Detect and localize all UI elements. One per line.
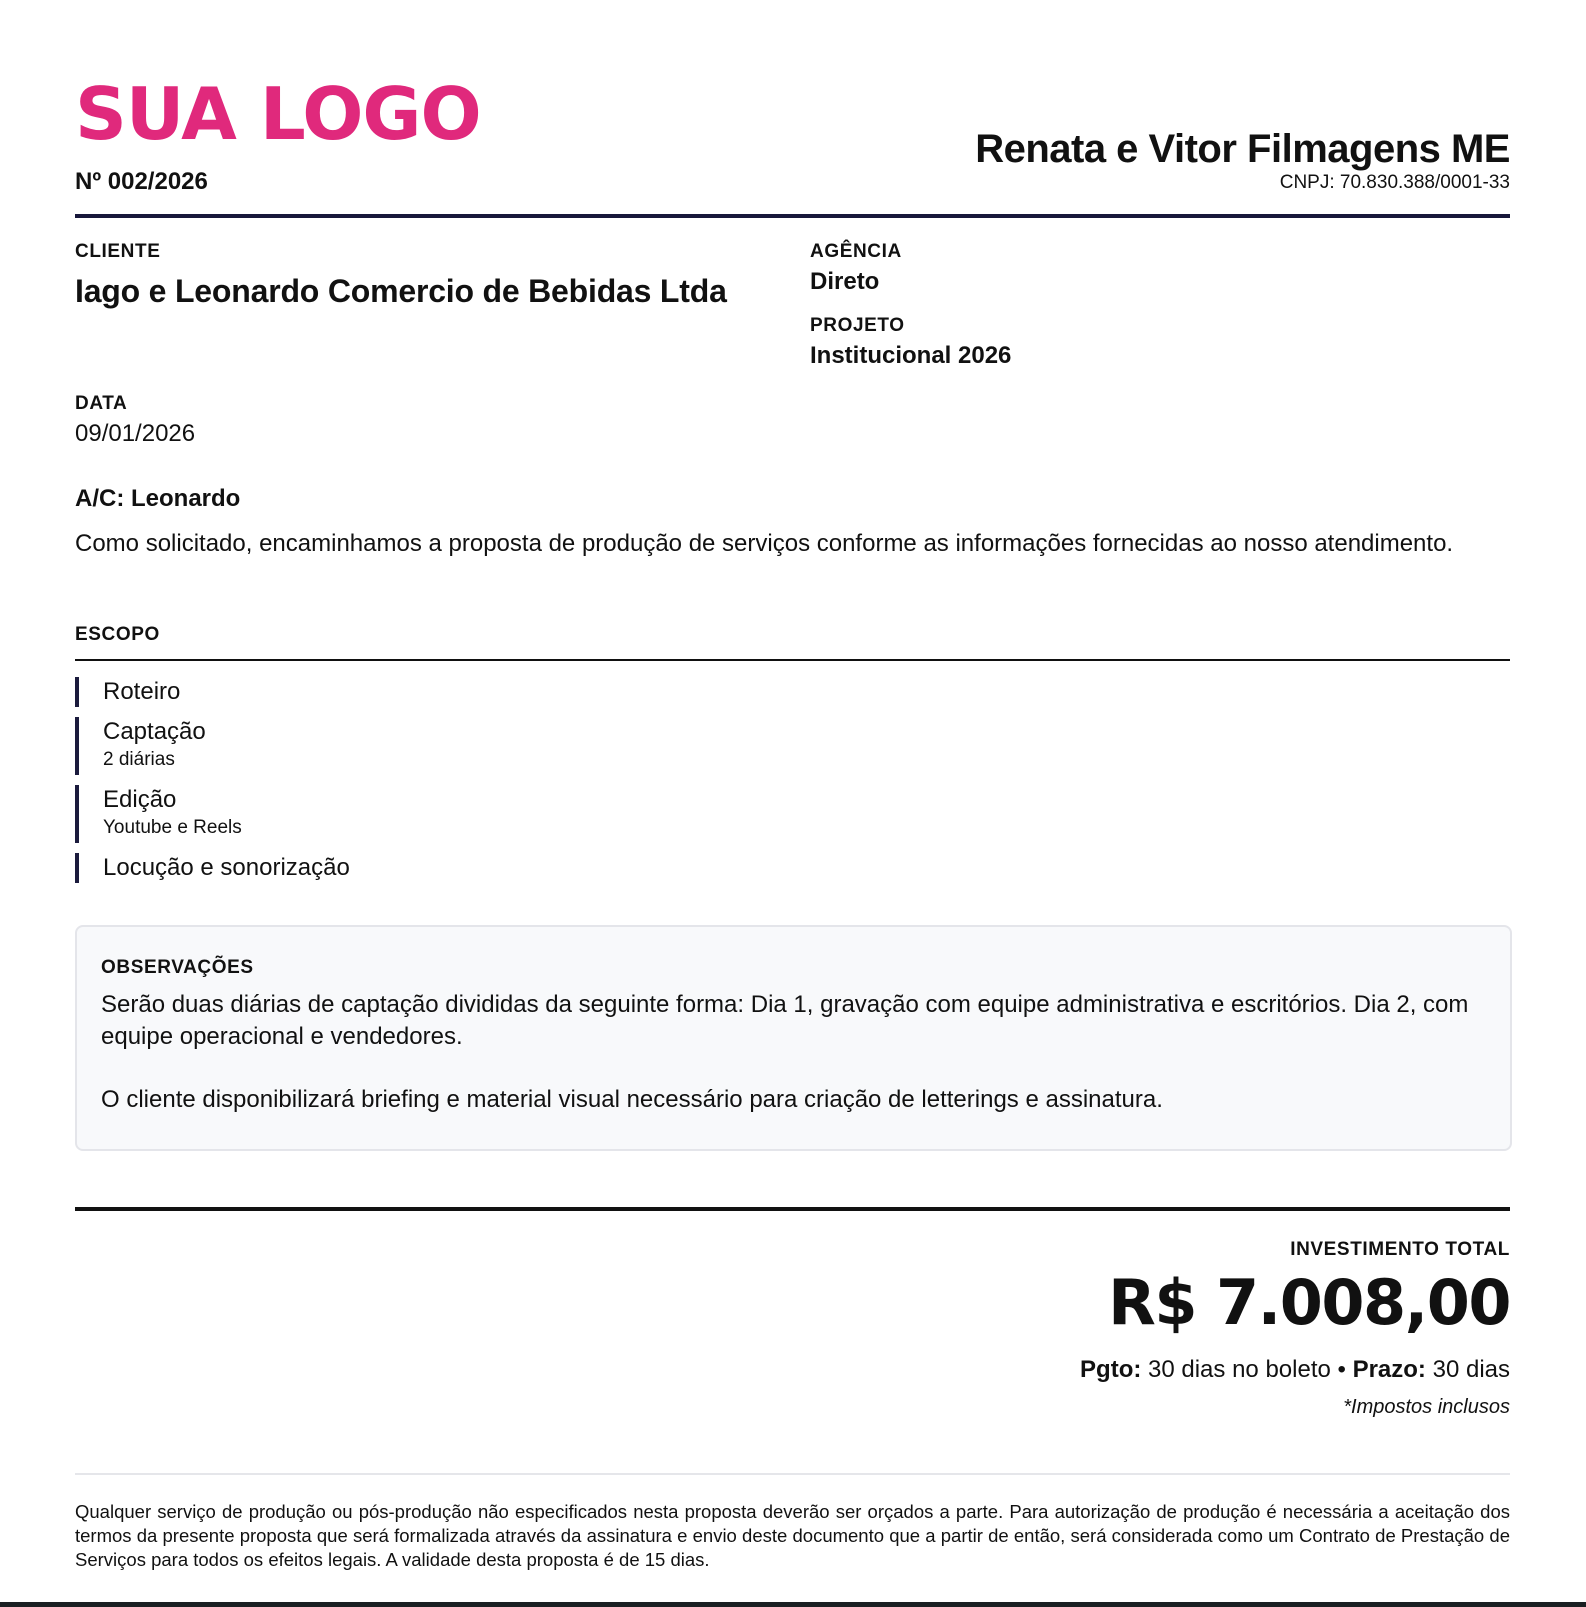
company-name: Renata e Vitor Filmagens ME (975, 127, 1510, 171)
scope-item-title: Captação (103, 718, 206, 745)
scope-item (75, 677, 350, 707)
footer-divider (75, 1473, 1510, 1475)
client-section (75, 241, 727, 311)
investment-section (1080, 1239, 1510, 1419)
deadline-label: Prazo: (1352, 1356, 1426, 1383)
company-logo: SUA LOGO (75, 72, 481, 156)
project-value: Institucional 2026 (810, 342, 1012, 369)
scope-divider (75, 659, 1510, 661)
scope-item (75, 785, 350, 843)
date-label: DATA (75, 393, 128, 414)
scope-item (75, 853, 350, 883)
legal-footer: Qualquer serviço de produção ou pós-produção não especificados nesta proposta deverão ser orçados a parte. Para autorização de produção é necessária a aceitação dos termos da presente proposta que será formalizada através da assinatura e envio deste documento que a partir de então, será considerada como um Contrato de Prestação de Serviços para todos os efeitos legais. A validade desta proposta é de 15 dias. (75, 1501, 1510, 1570)
observation-paragraph: Serão duas diárias de captação divididas da seguinte forma: Dia 1, gravação com equipe administrativa e escritórios. Dia 2, com equipe operacional e vendedores. (101, 991, 1469, 1050)
scope-item-subtitle: Youtube e Reels (103, 817, 242, 838)
attention-line: A/C: Leonardo (75, 485, 241, 512)
company-info (975, 126, 1510, 194)
payment-value: 30 dias no boleto (1148, 1356, 1331, 1383)
observation-paragraph: O cliente disponibilizará briefing e material visual necessário para criação de letterings e assinatura. (101, 1086, 1163, 1113)
scope-item-subtitle: 2 diárias (103, 749, 175, 770)
date-section (75, 393, 195, 449)
header-divider (75, 214, 1510, 218)
agency-value: Direto (810, 268, 880, 295)
scope-item-title: Edição (103, 786, 177, 813)
scope-item (75, 717, 350, 775)
client-label: CLIENTE (75, 241, 161, 262)
deadline-value: 30 dias (1432, 1356, 1510, 1383)
terms-separator: • (1337, 1356, 1346, 1383)
intro-paragraph: Como solicitado, encaminhamos a proposta de produção de serviços conforme as informações fornecidas ao nosso atendimento. (75, 530, 1454, 557)
scope-list (75, 677, 350, 893)
investment-label: INVESTIMENTO TOTAL (1290, 1239, 1510, 1260)
proposal-number: Nº 002/2026 (75, 168, 208, 195)
bottom-edge (0, 1602, 1586, 1607)
scope-item-title: Roteiro (103, 678, 181, 705)
company-cnpj: CNPJ: 70.830.388/0001-33 (1279, 172, 1510, 193)
observations-box (75, 925, 1512, 1151)
client-name: Iago e Leonardo Comercio de Bebidas Ltda (75, 273, 727, 309)
payment-label: Pgto: (1080, 1356, 1142, 1383)
payment-terms (1080, 1355, 1510, 1385)
project-label: PROJETO (810, 315, 905, 336)
date-value: 09/01/2026 (75, 420, 196, 447)
scope-item-title: Locução e sonorização (103, 854, 350, 881)
agency-project-section (810, 241, 1011, 371)
total-divider (75, 1207, 1510, 1211)
investment-amount: R$ 7.008,00 (1108, 1266, 1510, 1339)
scope-label: ESCOPO (75, 624, 160, 645)
observations-label: OBSERVAÇÕES (101, 957, 254, 978)
agency-label: AGÊNCIA (810, 241, 902, 262)
taxes-note: *Impostos inclusos (1343, 1396, 1510, 1418)
